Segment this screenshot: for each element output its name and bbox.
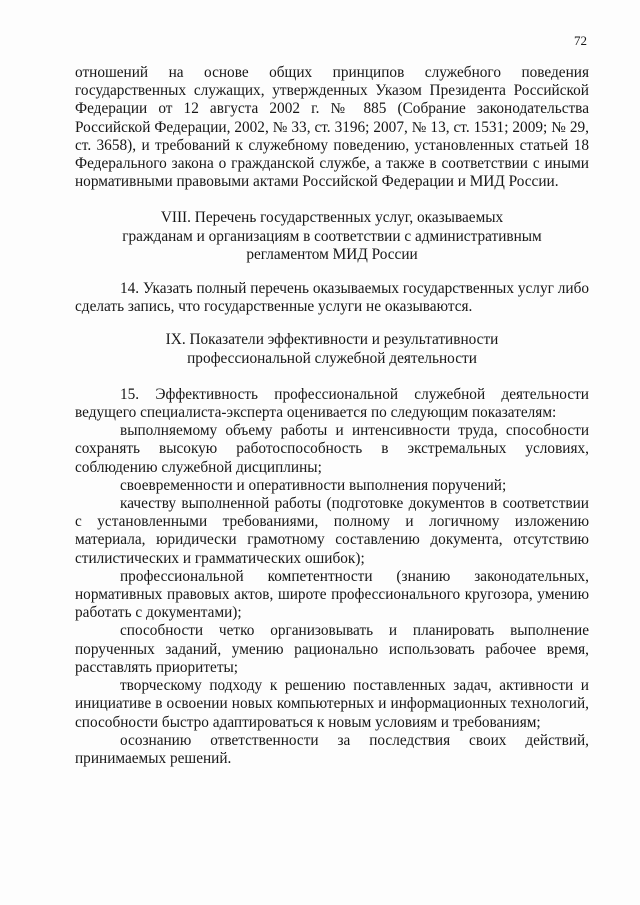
page-content: [75, 64, 589, 768]
criterion-planning: способности четко организовывать и планировать выполнение порученных заданий, умению рационально использовать рабочее время, расставлять приоритеты;: [75, 622, 589, 676]
paragraph-15: 15. Эффективность профессиональной служебной деятельности ведущего специалиста-эксперта оценивается по следующим показателям:: [75, 385, 589, 422]
section-8-heading-line-1: VIII. Перечень государственных услуг, оказываемых: [160, 209, 504, 227]
section-8-heading-line-3: регламентом МИД России: [246, 245, 418, 263]
criterion-quality: качеству выполненной работы (подготовке документов в соответствии с установленными требованиями, полному и логичному изложению материала, юридически грамотному составлению документа, отсутствию стилистических и грамматических ошибок);: [75, 495, 589, 567]
criterion-competence: профессиональной компетентности (знанию законодательных, нормативных правовых актов, широте профессионального кругозора, умению работать с документами);: [75, 567, 589, 622]
criteria-list: [75, 422, 589, 768]
section-9-heading-line-2: профессиональной служебной деятельности: [187, 349, 477, 367]
criterion-creativity: творческому подходу к решению поставленных задач, активности и инициативе в освоении новых компьютерных и информационных технологий, способности быстро адаптироваться к новым условиям и требованиям;: [75, 677, 589, 731]
intro-paragraph: отношений на основе общих принципов служебного поведения государственных служащих, утвержденных Указом Президента Российской Федерации от 12 августа 2002 г. № 885 (Собрание законодательства Российской Федерации, 2002, № 33, ст. 3196; 2007, № 13, ст. 1531; 2009; № 29, ст. 3658), и требований к служебному поведению, установленных статьей 18 Федерального закона о гражданской службе, а также в соответствии с иными нормативными правовыми актами Российской Федерации и МИД России.: [75, 64, 589, 191]
section-9-heading-line-1: IX. Показатели эффективности и результативности: [165, 331, 499, 349]
section-8-heading-line-2: гражданам и организациям в соответствии с административным: [122, 227, 542, 245]
section-9-heading: [75, 331, 589, 367]
criterion-workload: выполняемому объему работы и интенсивности труда, способности сохранять высокую работоспособность в экстремальных условиях, соблюдению служебной дисциплины;: [75, 422, 589, 476]
page-number: 72: [574, 33, 587, 48]
paragraph-14: 14. Указать полный перечень оказываемых государственных услуг либо сделать запись, что государственные услуги не оказываются.: [75, 280, 589, 316]
criterion-timeliness: своевременности и оперативности выполнения поручений;: [120, 476, 507, 494]
criterion-responsibility: осознанию ответственности за последствия своих действий, принимаемых решений.: [75, 731, 589, 767]
section-8-heading: [75, 209, 589, 264]
